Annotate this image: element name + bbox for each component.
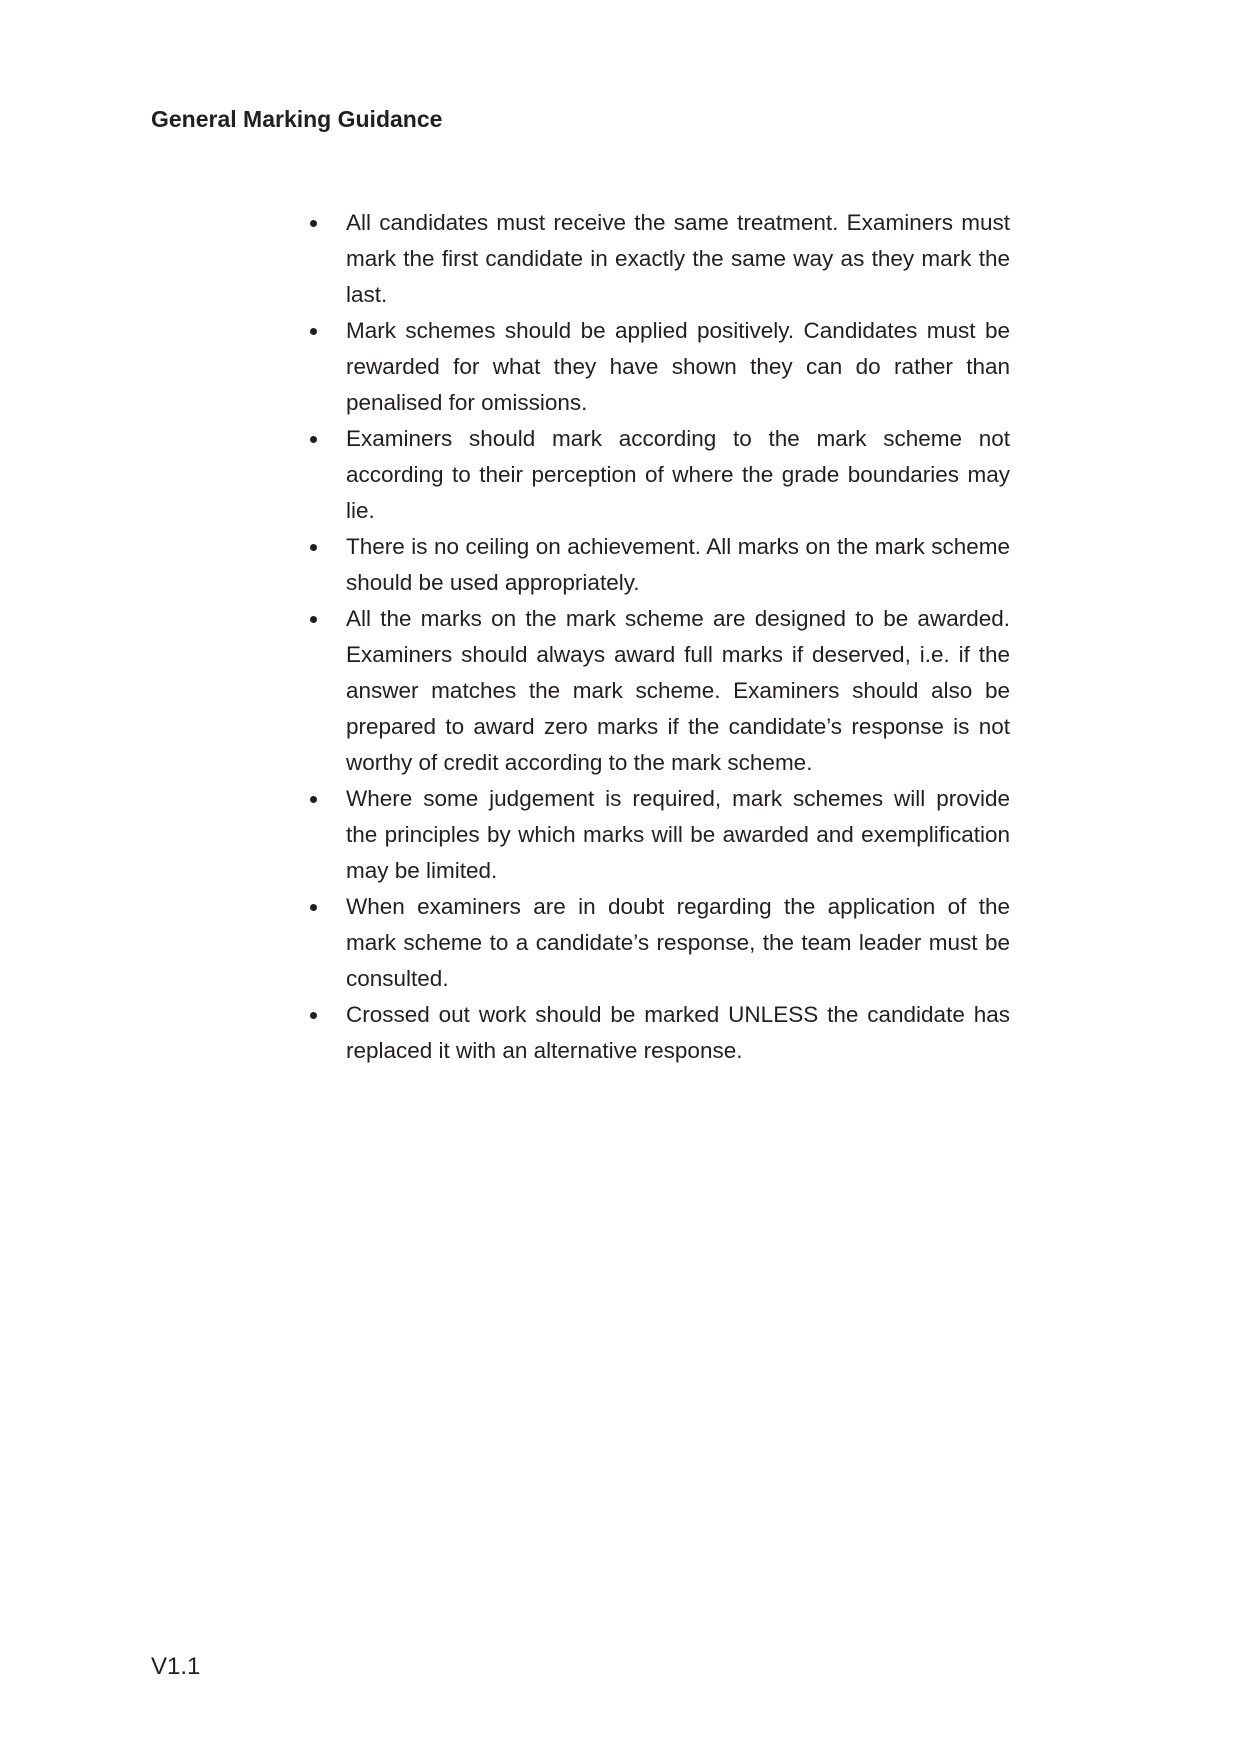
bullet-icon: [296, 313, 346, 349]
list-item: [296, 781, 1010, 889]
bullet-icon: [296, 997, 346, 1033]
bullet-icon: [296, 205, 346, 241]
list-item: [296, 529, 1010, 601]
bullet-icon: [296, 421, 346, 457]
list-item: [296, 421, 1010, 529]
list-item: [296, 889, 1010, 997]
bullet-icon: [296, 781, 346, 817]
version-label: V1.1: [151, 1653, 201, 1680]
list-item-text: Where some judgement is required, mark schemes will provide the principles by which marks will be awarded and exemplification may be limited.: [346, 786, 1010, 883]
list-item-text: All candidates must receive the same treatment. Examiners must mark the first candidate in exactly the same way as they mark the last.: [346, 210, 1010, 307]
list-item-text: When examiners are in doubt regarding the application of the mark scheme to a candidate’s response, the team leader must be consulted.: [346, 894, 1010, 991]
guidance-list: [296, 205, 1010, 1069]
page-title: General Marking Guidance: [151, 106, 443, 132]
list-item: [296, 313, 1010, 421]
list-item-text: All the marks on the mark scheme are designed to be awarded. Examiners should always award full marks if deserved, i.e. if the answer matches the mark scheme. Examiners should also be prepared to award zero marks if the candidate’s response is not worthy of credit according to the mark scheme.: [346, 606, 1010, 775]
list-item-text: Crossed out work should be marked UNLESS the candidate has replaced it with an alternative response.: [346, 1002, 1010, 1063]
bullet-icon: [296, 601, 346, 637]
list-item-text: There is no ceiling on achievement. All marks on the mark scheme should be used appropriately.: [346, 534, 1010, 595]
bullet-icon: [296, 529, 346, 565]
list-item: [296, 997, 1010, 1069]
bullet-icon: [296, 889, 346, 925]
list-item-text: Examiners should mark according to the mark scheme not according to their perception of where the grade boundaries may lie.: [346, 426, 1010, 523]
list-item-text: Mark schemes should be applied positively. Candidates must be rewarded for what they have shown they can do rather than penalised for omissions.: [346, 318, 1010, 415]
list-item: [296, 601, 1010, 781]
list-item: [296, 205, 1010, 313]
